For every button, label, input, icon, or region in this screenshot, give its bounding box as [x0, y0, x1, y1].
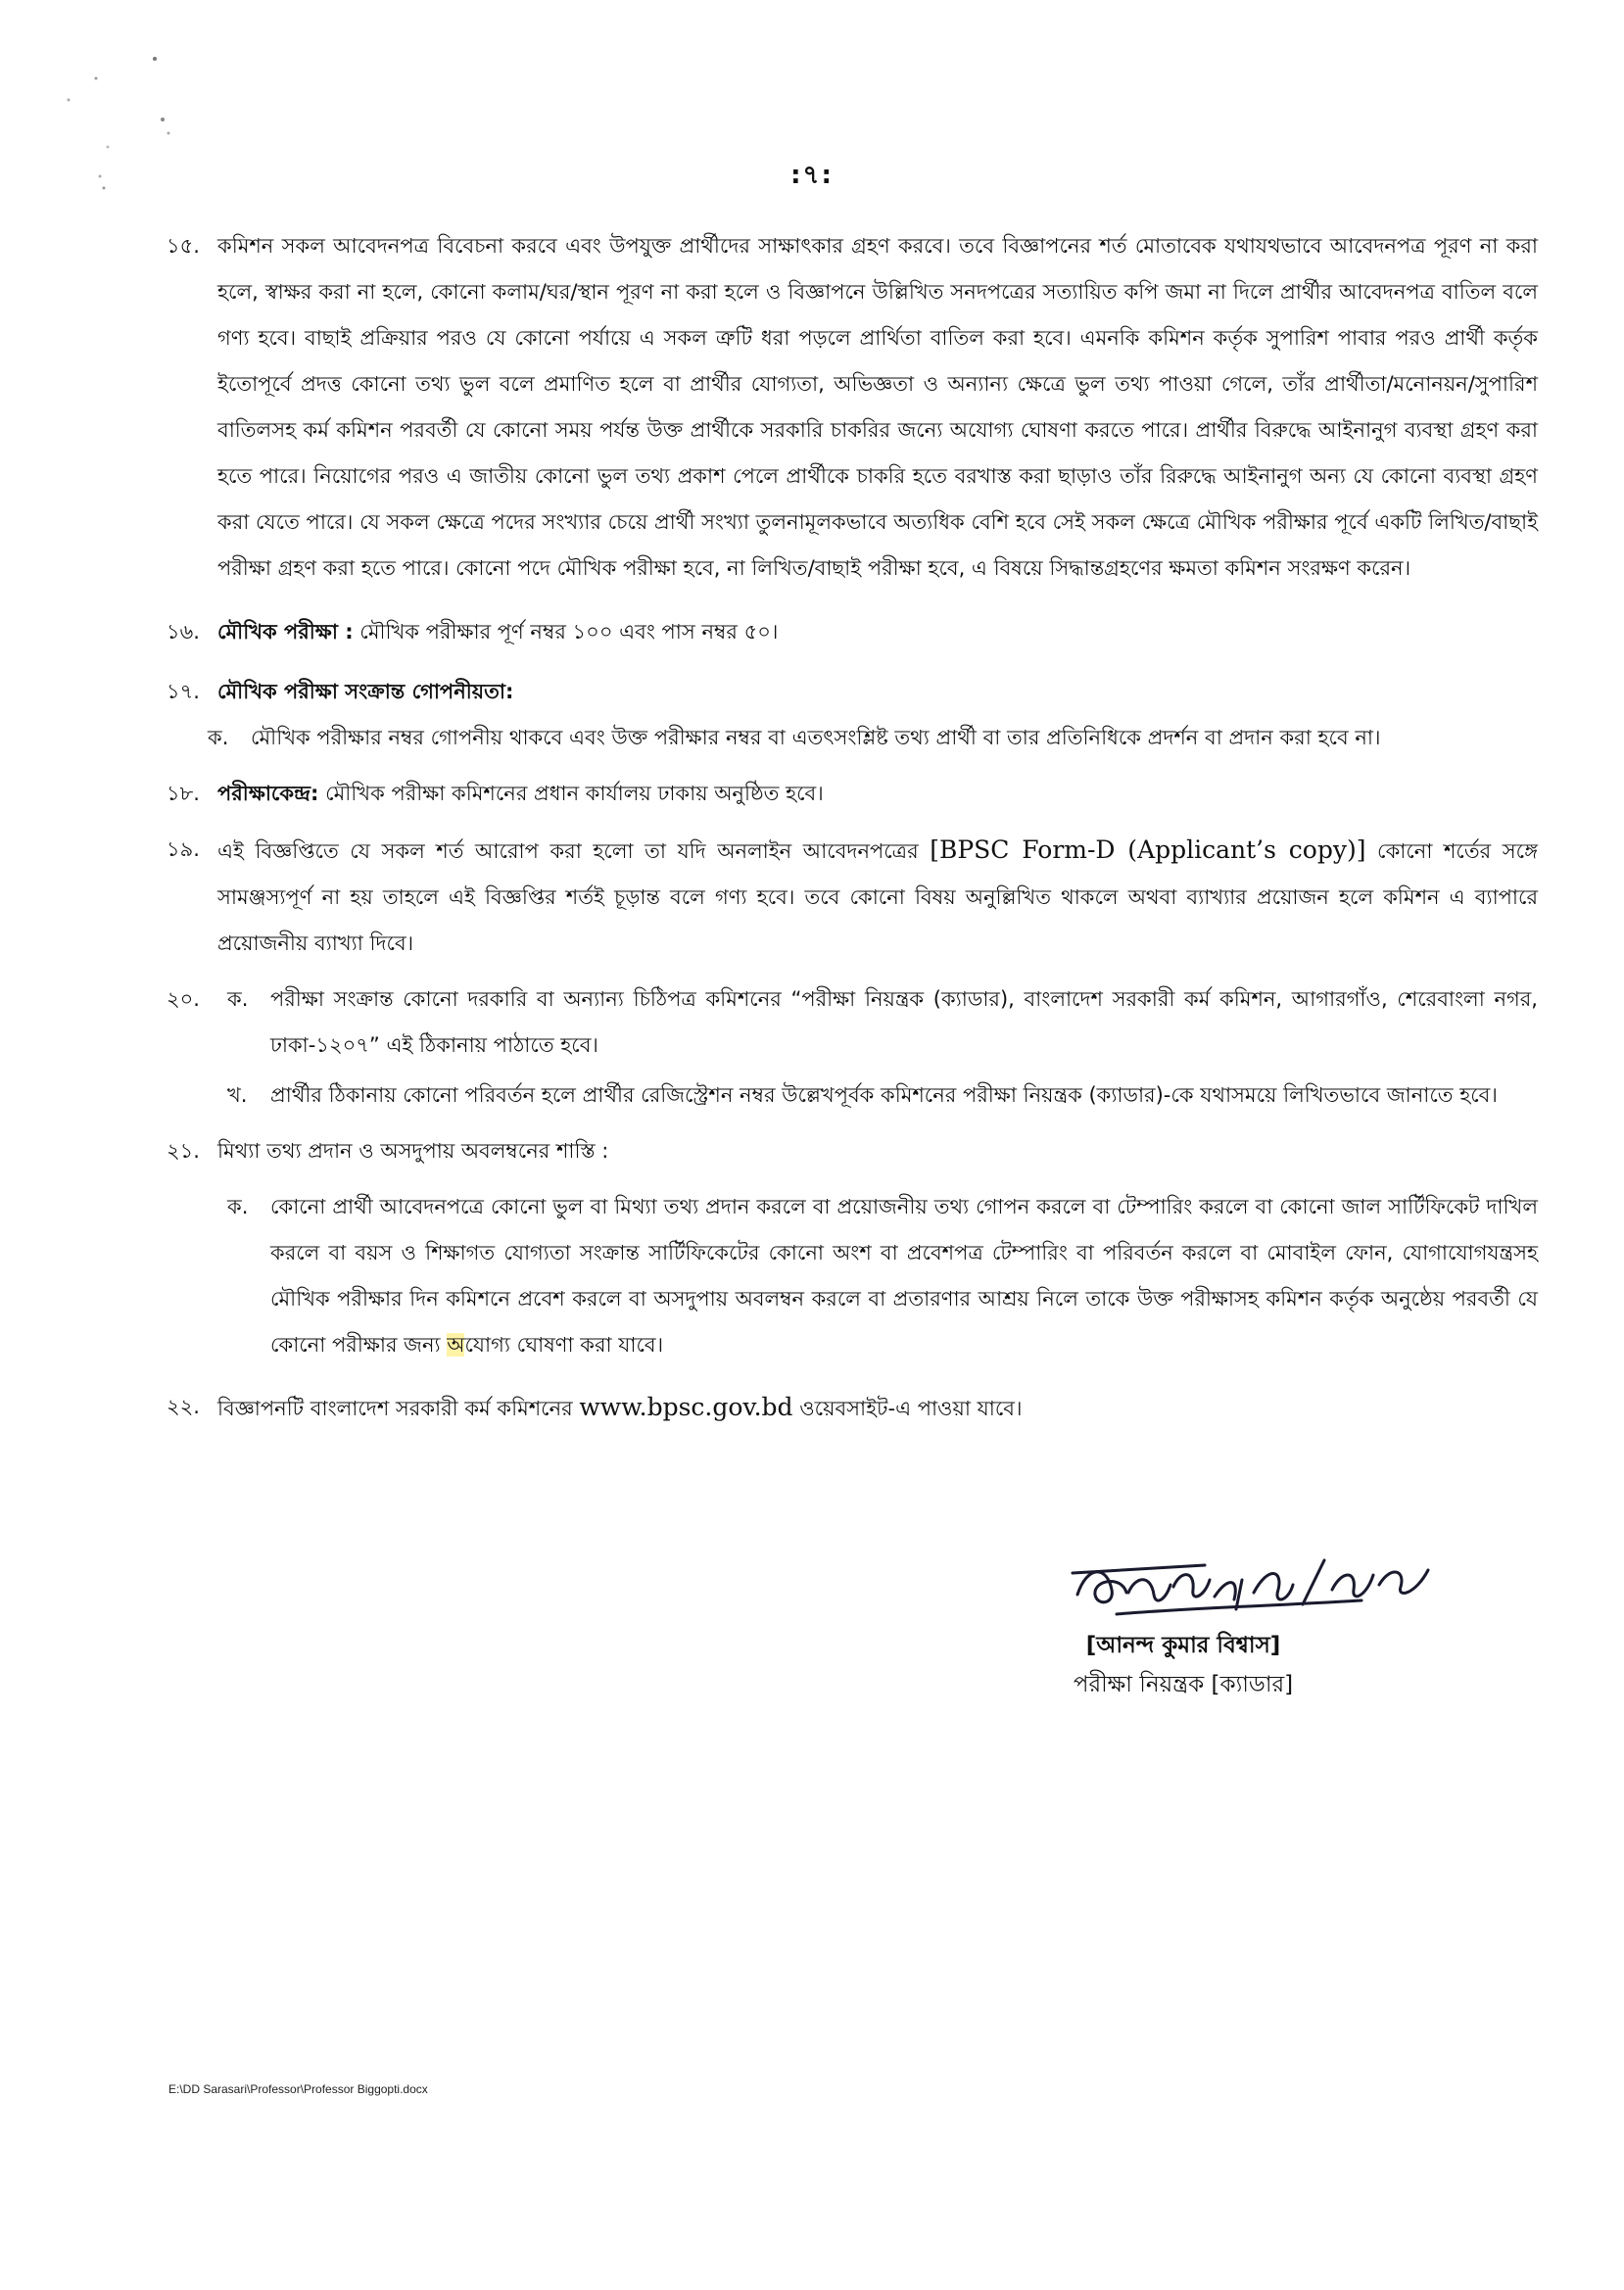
clause-heading: মৌখিক পরীক্ষা সংক্রান্ত গোপনীয়তা:	[217, 680, 514, 703]
clause-18	[167, 771, 1538, 817]
clause-text: মিথ্যা তথ্য প্রদান ও অসদুপায় অবলম্বনের শাস্তি :	[217, 1139, 609, 1163]
clause-text: বিজ্ঞাপনটি বাংলাদেশ সরকারী কর্ম কমিশনের	[217, 1397, 580, 1420]
clause-text: কমিশন সকল আবেদনপত্র বিবেচনা করবে এবং উপযুক্ত প্রার্থীদের সাক্ষাৎকার গ্রহণ করবে। তবে বিজ্ঞাপনের শর্ত মোতাবেক যথাযথভাবে আবেদনপত্র পূরণ না করা হলে, স্বাক্ষর করা না হলে, কোনো কলাম/ঘর/স্থান পূরণ না করা হলে ও বিজ্ঞাপনে উল্লিখিত সনদপত্রের সত্যায়িত কপি জমা না দিলে প্রার্থীর আবেদনপত্র বাতিল বলে গণ্য হবে। বাছাই প্রক্রিয়ার পরও যে কোনো পর্যায়ে এ সকল ত্রুটি ধরা পড়লে প্রার্থিতা বাতিল করা হবে। এমনকি কমিশন কর্তৃক সুপারিশ পাবার পরও প্রার্থী কর্তৃক ইতোপূর্বে প্রদত্ত কোনো তথ্য ভুল বলে প্রমাণিত হলে বা প্রার্থীর যোগ্যতা, অভিজ্ঞতা ও অন্যান্য ক্ষেত্রে ভুল তথ্য পাওয়া গেলে, তাঁর প্রার্থীতা/মনোনয়ন/সুপারিশ বাতিলসহ কর্ম কমিশন পরবর্তী যে কোনো সময় পর্যন্ত উক্ত প্রার্থীকে সরকারি চাকরির জন্যে অযোগ্য ঘোষণা করতে পারে। প্রার্থীর বিরুদ্ধে আইনানুগ ব্যবস্থা গ্রহণ করা হতে পারে। নিয়োগের পরও এ জাতীয় কোনো ভুল তথ্য প্রকাশ পেলে প্রার্থীকে চাকরি হতে বরখাস্ত করা ছাড়াও তাঁর রিরুদ্ধে আইনানুগ অন্য যে কোনো ব্যবস্থা গ্রহণ করা যেতে পারে। যে সকল ক্ষেত্রে পদের সংখ্যার চেয়ে প্রার্থী সংখ্যা তুলনামূলকভাবে অত্যধিক বেশি হবে সেই সকল ক্ষেত্রে মৌখিক পরীক্ষার পূর্বে একটি লিখিত/বাছাই পরীক্ষা গ্রহণ করা হতে পারে। কোনো পদে মৌখিক পরীক্ষা হবে, না লিখিত/বাছাই পরীক্ষা হবে, এ বিষয়ে সিদ্ধান্তগ্রহণের ক্ষমতা কমিশন সংরক্ষণ করেন।	[217, 234, 1538, 580]
sub-clause-text: প্রার্থীর ঠিকানায় কোনো পরিবর্তন হলে প্রার্থীর রেজিস্ট্রেশন নম্বর উল্লেখপূর্বক কমিশনের পরীক্ষা নিয়ন্ত্রক (ক্যাডার)-কে যথাসময়ে লিখিতভাবে জানাতে হবে।	[270, 1083, 1498, 1107]
sub-clause-text: মৌখিক পরীক্ষার নম্বর গোপনীয় থাকবে এবং উক্ত পরীক্ষার নম্বর বা এতৎসংশ্লিষ্ট তথ্য প্রার্থী বা তার প্রতিনিধিকে প্রদর্শন বা প্রদান করা হবে না।	[251, 726, 1381, 749]
clause-number: ২২.	[167, 1395, 200, 1418]
clause-number: ১৯.	[167, 837, 200, 861]
sub-clause-text: পরীক্ষা সংক্রান্ত কোনো দরকারি বা অন্যান্য চিঠিপত্র কমিশনের “পরীক্ষা নিয়ন্ত্রক (ক্যাডার), বাংলাদেশ সরকারী কর্ম কমিশন, আগারগাঁও, শেরেবাংলা নগর, ঢাকা-১২০৭” এই ঠিকানায় পাঠাতে হবে।	[270, 987, 1538, 1057]
clause-text: মৌখিক পরীক্ষা কমিশনের প্রধান কার্যালয় ঢাকায় অনুষ্ঠিত হবে।	[318, 782, 824, 805]
signatory-designation: পরীক্ষা নিয়ন্ত্রক [ক্যাডার]	[1073, 1672, 1294, 1697]
clause-text-cont: ওয়েবসাইট-এ পাওয়া যাবে।	[792, 1397, 1023, 1420]
file-path-footer: E:\DD Sarasari\Professor\Professor Biggopti.docx	[168, 2082, 428, 2096]
document-body	[167, 223, 1538, 1432]
clause-20-sub-kha	[227, 1073, 1538, 1119]
clause-text-cont: কোনো শর্তের সঙ্গে সামঞ্জস্যপূর্ণ না হয় তাহলে এই বিজ্ঞপ্তির শর্তই চূড়ান্ত বলে গণ্য হবে। তবে কোনো বিষয় অনুল্লিখিত থাকলে অথবা ব্যাখ্যার প্রয়োজন হলে কমিশন এ ব্যাপারে প্রয়োজনীয় ব্যাখ্যা দিবে।	[217, 839, 1538, 955]
clause-19	[167, 827, 1538, 967]
clause-text: মৌখিক পরীক্ষার পূর্ণ নম্বর ১০০ এবং পাস নম্বর ৫০।	[353, 620, 779, 644]
clause-number: ১৮.	[167, 782, 200, 805]
highlighted-text: অ	[447, 1333, 465, 1357]
sub-clause-mark: ক.	[227, 1195, 249, 1218]
clause-number: ২০.	[167, 987, 200, 1011]
clause-21	[167, 1128, 1538, 1368]
signatory-name: [আনন্দ কুমার বিশ্বাস]	[1085, 1633, 1281, 1658]
clause-heading: পরীক্ষাকেন্দ্র:	[217, 782, 319, 805]
sub-clause-text-cont: যোগ্য ঘোষণা করা যাবে।	[464, 1333, 664, 1357]
handwritten-signature	[1068, 1536, 1440, 1624]
website-link[interactable]: www.bpsc.gov.bd	[579, 1393, 793, 1421]
sub-clause-text: কোনো প্রার্থী আবেদনপত্রে কোনো ভুল বা মিথ্যা তথ্য প্রদান করলে বা প্রয়োজনীয় তথ্য গোপন করলে বা টেম্পারিং করলে বা কোনো জাল সার্টিফিকেট দাখিল করলে বা বয়স ও শিক্ষাগত যোগ্যতা সংক্রান্ত সার্টিফিকেটের কোনো অংশ বা প্রবেশপত্র টেম্পারিং বা পরিবর্তন করলে বা মোবাইল ফোন, যোগাযোগযন্ত্রসহ মৌখিক পরীক্ষার দিন কমিশনে প্রবেশ করলে বা অসদুপায় অবলম্বন করলে বা প্রতারণার আশ্রয় নিলে তাকে উক্ত পরীক্ষাসহ কমিশন কর্তৃক অনুষ্ঠেয় পরবর্তী যে কোনো পরীক্ষার জন্য	[270, 1195, 1538, 1357]
clause-heading: মৌখিক পরীক্ষা :	[217, 620, 354, 644]
form-reference: [BPSC Form-D (Applicant’s copy)]	[930, 835, 1366, 864]
clause-16	[167, 609, 1538, 655]
signatory-block	[1036, 1626, 1330, 1704]
clause-20-sub-ka	[227, 977, 1538, 1069]
clause-number: ২১.	[167, 1139, 200, 1163]
clause-number: ১৭.	[167, 680, 200, 703]
sub-clause-mark: ক.	[227, 987, 249, 1011]
clause-20	[167, 977, 1538, 1119]
clause-number: ১৫.	[167, 234, 200, 258]
sub-clause-mark: খ.	[227, 1083, 248, 1107]
clause-22	[167, 1384, 1538, 1432]
sub-clause-mark: ক.	[208, 726, 229, 749]
clause-number: ১৬.	[167, 620, 200, 644]
clause-15	[167, 223, 1538, 592]
clause-17	[167, 669, 1538, 761]
clause-text: এই বিজ্ঞপ্তিতে যে সকল শর্ত আরোপ করা হলো তা যদি অনলাইন আবেদনপত্রের	[217, 839, 931, 863]
page-number: :৭:	[790, 161, 834, 190]
clause-21-sub-ka	[227, 1184, 1538, 1368]
clause-17-sub-ka	[208, 715, 1538, 761]
